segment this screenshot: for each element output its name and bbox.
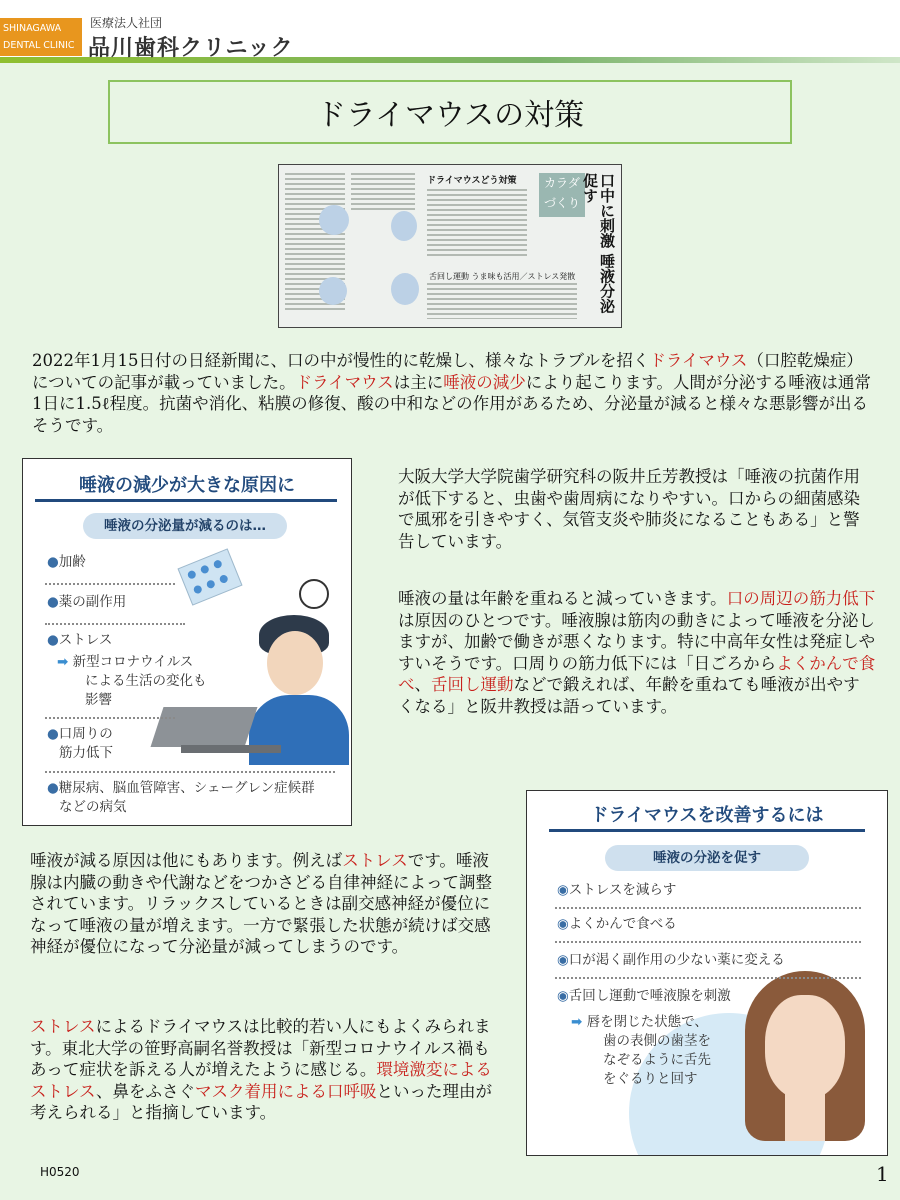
- target-bullet-icon: ◉: [557, 882, 569, 898]
- cause-label: 加齢: [58, 554, 86, 570]
- clinic-logo: [0, 18, 82, 56]
- divider: [555, 977, 861, 979]
- improve-item: [557, 881, 676, 900]
- stress-paragraph: [30, 850, 496, 958]
- highlight-text: マスク着用による口呼吸: [195, 1081, 377, 1101]
- page-title-box: [108, 80, 792, 144]
- bullet-icon: ●: [47, 632, 59, 648]
- cause-label-cont: などの病気: [59, 799, 127, 815]
- improve-label: 舌回し運動で唾液腺を刺激: [568, 988, 731, 1004]
- bullet-icon: ●: [47, 594, 59, 610]
- clinic-name: 品川歯科クリニック: [88, 36, 294, 61]
- page-number: 1: [876, 1162, 889, 1186]
- divider: [45, 771, 335, 773]
- highlight-text: ドライマウス: [649, 351, 748, 370]
- improve-label: 口が渇く副作用の少ない薬に変える: [568, 952, 785, 968]
- improve-label: よくかんで食べる: [568, 916, 677, 932]
- improve-box-title: ドライマウスを改善するには: [590, 805, 824, 826]
- cause-label: 口周りの: [58, 726, 113, 742]
- highlight-text: ストレス: [342, 851, 408, 870]
- np-text-column: [427, 283, 577, 319]
- laptop-illustration: [151, 707, 258, 747]
- target-bullet-icon: ◉: [557, 988, 569, 1004]
- highlight-text: 唾液の減少: [443, 372, 526, 392]
- bullet-icon: ●: [47, 554, 59, 570]
- body-text: によるドライマウスは比較的若い人にもよくみられます。東北大学の笹野高嗣名誉教授は「新型コロナウイルス禍もあって症状を訴える人が増えたように感じる。: [30, 1017, 491, 1079]
- osaka-quote-paragraph: [398, 466, 876, 552]
- woman-illustration: [765, 995, 845, 1099]
- body-text: は原因のひとつです。唾液腺は筋肉の動きによって唾液を分泌しますが、加齢で働きが悪くなります。特に中高年女性は発症しやすいそうです。口周りの筋力低下には「日ごろから: [398, 610, 876, 673]
- tongue-note-line-3: なぞるように舌先: [603, 1052, 711, 1068]
- body-text: などで鍛えれば、年齢を重ねても唾液が出やすくなる」と阪井教授は語っています。: [398, 675, 860, 716]
- np-headline: 口中に刺激 唾液分泌促す: [581, 173, 616, 314]
- body-text: 、鼻をふさぐ: [96, 1081, 195, 1101]
- target-bullet-icon: ◉: [557, 916, 569, 932]
- body-text: 唾液が減る原因は他にもあります。例えば: [30, 851, 343, 870]
- causes-infographic: [22, 458, 352, 826]
- logo-line-1: SHINAGAWA: [3, 23, 62, 34]
- cause-label-cont: 筋力低下: [59, 745, 113, 761]
- highlight-text: 口の周辺の筋力低下: [726, 589, 876, 608]
- arrow-right-icon: ➡: [571, 1014, 583, 1030]
- cause-item: [47, 593, 126, 612]
- improve-item: [557, 915, 677, 934]
- causes-box-title: 唾液の減少が大きな原因に: [79, 475, 295, 496]
- confusion-mark: [299, 579, 329, 609]
- body-text: は主に: [393, 372, 444, 392]
- np-subheading: 舌回し運動 うま味も活用／ストレス発散: [429, 272, 576, 281]
- improve-item: [557, 987, 731, 1006]
- causes-pill: 唾液の分泌量が減るのは…: [83, 513, 287, 539]
- improvement-infographic: [526, 790, 888, 1156]
- laptop-base: [181, 745, 281, 753]
- np-badge-line-1: カラダ: [544, 176, 580, 190]
- cause-item: [47, 725, 113, 744]
- tohoku-quote-paragraph: [30, 1016, 496, 1124]
- body-text: 2022年1月15日付の日経新聞に、口の中が慢性的に乾燥し、様々なトラブルを招く: [32, 351, 650, 370]
- cause-label: 糖尿病、脳血管障害、シェーグレン症候群: [58, 780, 315, 796]
- body-text: 大阪大学大学院歯学研究科の阪井丘芳教授は「唾液の抗菌作用が低下すると、虫歯や歯周病になりやすい。口からの細菌感染で風邪を引きやすく、気管支炎や肺炎になることもある」と警告しています。: [398, 467, 860, 551]
- np-badge-line-2: づくり: [543, 196, 580, 210]
- np-text-column: [427, 189, 527, 259]
- stress-note-line-3: 影響: [85, 692, 112, 708]
- tongue-note: [571, 1013, 708, 1032]
- logo-line-2: DENTAL CLINIC: [3, 40, 75, 51]
- np-badge: [539, 173, 585, 217]
- np-illustration: [391, 273, 419, 305]
- cause-label: ストレス: [58, 632, 113, 648]
- target-bullet-icon: ◉: [557, 952, 569, 968]
- stress-note: [57, 653, 193, 672]
- bullet-icon: ●: [47, 726, 59, 742]
- improve-pill: 唾液の分泌を促す: [605, 845, 809, 871]
- stress-note-line-2: による生活の変化も: [85, 673, 207, 689]
- person-illustration: [249, 695, 349, 765]
- improve-item: [557, 951, 785, 970]
- body-text: により起こります。人間が分泌する唾液は通常1日に1.5ℓ程度。抗菌や消化、粘膜の修復、酸の中和などの作用があるため、分泌量が減ると様々な悪影響が出るそうです。: [32, 372, 871, 435]
- highlight-text: ドライマウス: [295, 372, 394, 392]
- medicine-illustration: [177, 548, 242, 605]
- cause-label: 薬の副作用: [58, 594, 127, 610]
- improve-box-rule: [549, 829, 865, 832]
- org-label: 医療法人社団: [90, 16, 163, 30]
- divider: [555, 941, 861, 943]
- highlight-text: 環境激変によるストレス: [30, 1060, 492, 1101]
- np-heading: ドライマウスどう対策: [427, 176, 517, 186]
- newspaper-clipping-image: [278, 164, 622, 328]
- np-text-column: [351, 173, 415, 213]
- page-title: ドライマウスの対策: [315, 98, 585, 133]
- np-illustration: [319, 277, 347, 305]
- intro-paragraph: [32, 350, 874, 436]
- highlight-text: よくかんで食べ: [398, 653, 876, 694]
- tongue-note-line-2: 歯の表側の歯茎を: [603, 1033, 711, 1049]
- divider: [45, 583, 175, 585]
- bullet-icon: ●: [47, 780, 59, 796]
- body-text: 唾液の量は年齢を重ねると減っていきます。: [398, 589, 727, 608]
- body-text: といった理由が考えられる」と指摘しています。: [30, 1081, 492, 1122]
- divider: [555, 907, 861, 909]
- np-illustration: [319, 205, 349, 235]
- causes-box-rule: [35, 499, 337, 502]
- stress-note-line-1: 新型コロナウイルス: [72, 654, 194, 670]
- arrow-right-icon: ➡: [57, 654, 69, 670]
- cause-item: [47, 779, 315, 798]
- tongue-note-line-1: 唇を閉じた状態で、: [586, 1014, 708, 1030]
- document-code: H0520: [40, 1165, 80, 1179]
- body-text: （口腔乾燥症）についての記事が載っていました。: [32, 351, 863, 392]
- body-text: 、: [414, 675, 431, 694]
- body-text: です。唾液腺は内臓の動きや代謝などをつかさどる自律神経によって調整されています。リラックスしているときは副交感神経が優位になって唾液の量が増えます。一方で緊張した状態が続けば交感神経が優位になって分泌量が減ってしまうのです。: [30, 851, 492, 956]
- highlight-text: ストレス: [30, 1017, 96, 1036]
- person-head: [267, 631, 323, 695]
- divider: [45, 623, 185, 625]
- muscle-paragraph: [398, 588, 876, 717]
- highlight-text: 舌回し運動: [431, 675, 514, 694]
- tongue-note-line-4: をぐるりと回す: [603, 1071, 698, 1087]
- cause-item: [47, 631, 112, 650]
- improve-label: ストレスを減らす: [568, 882, 677, 898]
- cause-item: [47, 553, 86, 572]
- np-illustration: [391, 211, 417, 241]
- divider: [45, 717, 175, 719]
